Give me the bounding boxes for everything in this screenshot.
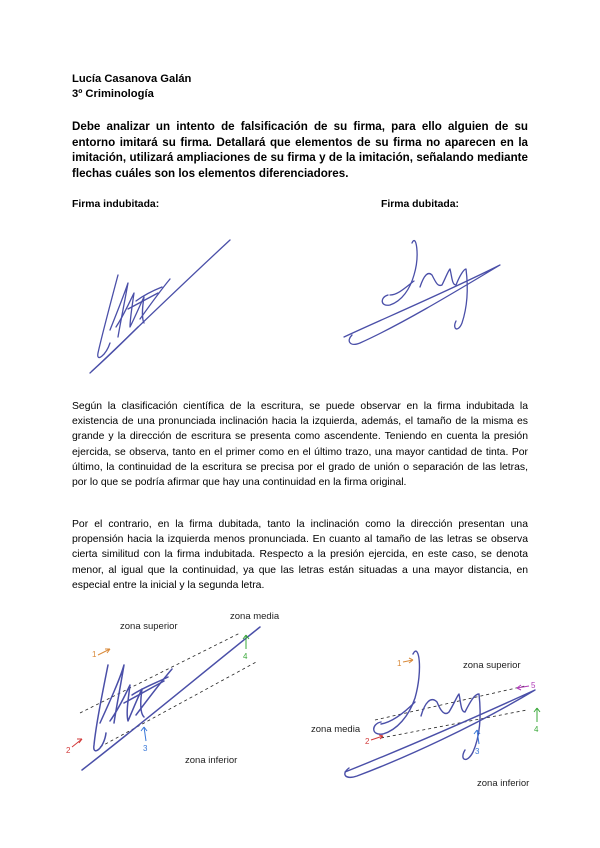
- author-course: 3º Criminología: [72, 88, 154, 100]
- svg-text:1: 1: [92, 650, 97, 659]
- middle-zone-label-right: zona media: [311, 724, 361, 735]
- upper-zone-line: [80, 633, 240, 713]
- arrow-3-icon: [141, 727, 148, 753]
- paragraph-questioned-analysis: Por el contrario, en la firma dubitada, tanto la inclinación como la dirección presentan una propensión hacia la izquierda menos pronunciada. En cuanto al tamaño de las letras se observa cierta similitud con la firma indubitada. Respecto a la presión ejercida, en este caso, se denota menor, al igual que la continuidad, ya que las letras están situadas a una mayor distancia, en especial entre la inicial y la segunda letra.: [72, 519, 528, 591]
- questioned-signature-label: Firma dubitada:: [381, 199, 459, 210]
- svg-text:3: 3: [475, 747, 480, 756]
- svg-text:3: 3: [143, 744, 148, 753]
- svg-text:4: 4: [534, 725, 539, 734]
- task-statement: Debe analizar un intento de falsificación de su firma, para ello alguien de su entorno imitará su firma. Detallará que elementos de su firma no aparecen en la imitación, utilizará ampliaciones de su firma y de la imitación, señalando mediante flechas cuáles son los elementos diferenciadores.: [72, 120, 528, 180]
- genuine-signature-label: Firma indubitada:: [72, 199, 160, 210]
- svg-text:5: 5: [531, 681, 536, 690]
- svg-text:2: 2: [66, 746, 71, 755]
- lower-zone-label: zona inferior: [185, 755, 238, 766]
- upper-zone-label: zona superior: [120, 621, 178, 632]
- middle-zone-label: zona media: [230, 611, 280, 622]
- genuine-signature-image: [80, 235, 240, 380]
- author-name: Lucía Casanova Galán: [72, 73, 192, 85]
- questioned-signature-image: [340, 225, 530, 355]
- arrow-1-icon: [92, 649, 110, 659]
- genuine-signature-annotated: [60, 605, 300, 780]
- arrow-2-icon: [66, 739, 82, 755]
- upper-zone-line-right: [375, 686, 525, 720]
- lower-zone-label-right: zona inferior: [477, 778, 530, 789]
- paragraph-genuine-analysis: Según la clasificación científica de la escritura, se puede observar en la firma indubitada la existencia de una pronunciada inclinación hacia la izquierda, además, el tamaño de la misma es grande y la dirección de escritura se presenta como ascendente. Teniendo en cuenta la presión ejercida, se observa, tanto en el primer como en el último trazo, una mayor cantidad de tinta. Por último, la continuidad de la escritura se precisa por el grado de unión o separación de las letras, por lo que se podría afirmar que hay una continuidad en la firma original.: [72, 401, 528, 489]
- arrow-2-icon-right: [365, 735, 383, 746]
- arrow-4-icon-right: [534, 708, 540, 734]
- arrow-4-icon: [243, 635, 249, 661]
- middle-zone-line: [100, 661, 258, 747]
- arrow-1-icon-right: [397, 658, 413, 668]
- author-block: [72, 72, 191, 102]
- svg-text:1: 1: [397, 659, 402, 668]
- svg-text:4: 4: [243, 652, 248, 661]
- upper-zone-label-right: zona superior: [463, 660, 521, 671]
- questioned-signature-annotated: [305, 640, 565, 795]
- svg-text:2: 2: [365, 737, 370, 746]
- arrow-5-icon-right: [517, 681, 536, 690]
